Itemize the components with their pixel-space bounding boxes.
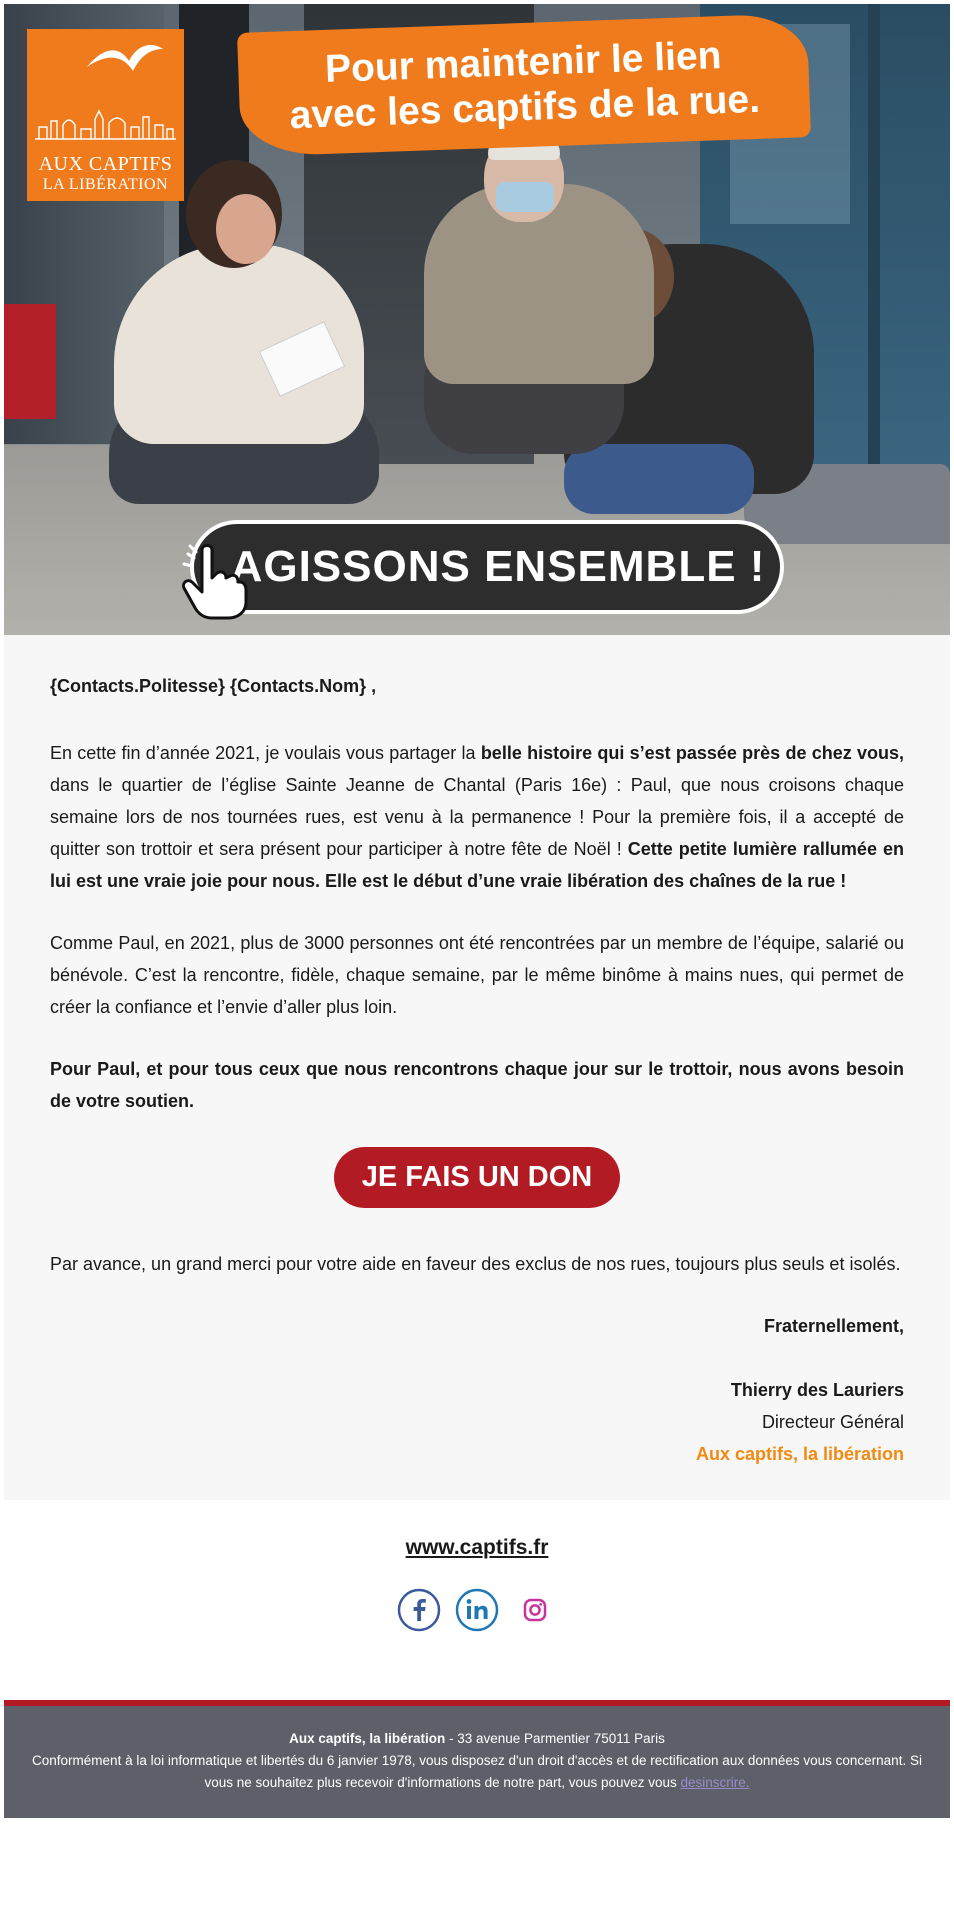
agissons-ensemble-button[interactable]: [190, 520, 784, 614]
donate-button[interactable]: JE FAIS UN DON: [334, 1147, 620, 1208]
footer-legal: Conformément à la loi informatique et libertés du 6 janvier 1978, vous disposez d'un droit d'accès et de rectification aux données vous concernant. Si vous ne souhaitez plus recevoir d'informations de notre part, vous pouvez vous desinscrire.: [32, 1753, 922, 1790]
signature-block: [50, 1310, 904, 1470]
slogan-line2: avec les captifs de la rue.: [288, 77, 761, 138]
paragraph-story: En cette fin d’année 2021, je voulais vous partager la belle histoire qui s’est passée près de chez vous, dans le quartier de l’église Sainte Jeanne de Chantal (Paris 16e) : Paul, que nous croisons chaque semaine lors de nos tournées rues, est venu à la permanence ! Pour la première fois, il a accepté de quitter son trottoir et sera présent pour participer à notre fête de Noël ! Cette petite lumière rallumée en lui est une vraie joie pour nous. Elle est le début d’une vraie libération des chaînes de la rue !: [50, 743, 904, 891]
greeting: {Contacts.Politesse} {Contacts.Nom} ,: [50, 676, 377, 696]
paragraph-appeal: Pour Paul, et pour tous ceux que nous rencontrons chaque jour sur le trottoir, nous avons besoin de votre soutien.: [50, 1059, 904, 1111]
paragraph-stats: Comme Paul, en 2021, plus de 3000 personnes ont été rencontrées par un membre de l’équipe, salarié ou bénévole. C’est la rencontre, fidèle, chaque semaine, par le même binôme à mains nues, qui permet de créer la confiance et l’envie d’aller plus loin.: [50, 933, 904, 1017]
footer-address: Aux captifs, la libération - 33 avenue Parmentier 75011 Paris: [289, 1731, 665, 1746]
letter-body: [4, 635, 950, 1500]
signer-organization: Aux captifs, la libération: [695, 1444, 904, 1464]
pointing-hand-icon: [180, 544, 248, 620]
hero-banner: [4, 4, 950, 635]
website-link[interactable]: www.captifs.fr: [405, 1536, 549, 1559]
agissons-ensemble-label: AGISSONS ENSEMBLE !: [230, 542, 766, 591]
footer: [4, 1700, 950, 1818]
email-container: [4, 4, 950, 1818]
linkedin-icon[interactable]: [455, 1588, 499, 1632]
closing-text: Fraternellement,: [763, 1316, 904, 1336]
logo-text-line2: LA LIBÉRATION: [42, 176, 169, 193]
paragraph-thanks: Par avance, un grand merci pour votre aide en faveur des exclus de nos rues, toujours plus seuls et isolés.: [50, 1254, 901, 1274]
org-logo: [27, 29, 184, 201]
logo-text-line1: AUX CAPTIFS: [38, 153, 173, 175]
instagram-icon[interactable]: [513, 1588, 557, 1632]
signer-title: Directeur Général: [761, 1412, 904, 1432]
bird-icon: [85, 37, 165, 81]
links-section: [4, 1500, 950, 1700]
social-icons: [4, 1588, 950, 1632]
slogan-line1: Pour maintenir le lien: [324, 34, 723, 91]
slogan-banner: [237, 13, 811, 157]
unsubscribe-link[interactable]: desinscrire.: [680, 1775, 750, 1790]
facebook-icon[interactable]: [397, 1588, 441, 1632]
skyline-icon: [33, 105, 178, 141]
signer-name: Thierry des Lauriers: [730, 1380, 904, 1400]
